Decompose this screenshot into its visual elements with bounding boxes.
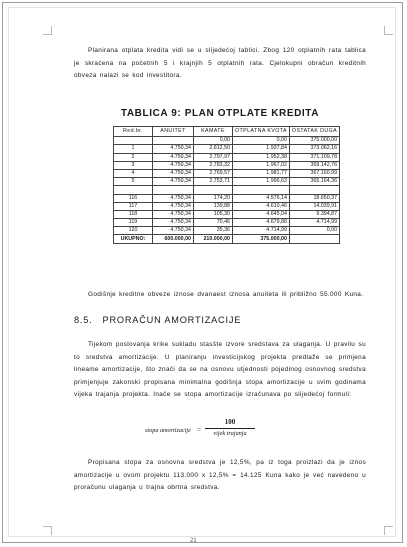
cell-red-br: 5 (114, 178, 153, 186)
cell-ostatak-duga: 371.109,78 (289, 153, 339, 161)
cell-otplatna-kvota: 4.576,14 (233, 194, 290, 202)
cell-otplatna-kvota: 4.714,99 (233, 227, 290, 235)
cell-otplatna-kvota: 1.967,02 (233, 161, 290, 169)
total-anuitet: 600.000,00 (153, 235, 194, 243)
header-ostatak-duga: OSTATAK DUGA (289, 127, 339, 137)
cell-red-br: 3 (114, 161, 153, 169)
total-ostatak-duga (289, 235, 339, 243)
page-number: 21 (190, 538, 197, 544)
total-red-br: UKUPNO: (114, 235, 153, 243)
cell-anuitet: 4.750,34 (153, 153, 194, 161)
table-row (114, 153, 340, 161)
cell-red-br: 117 (114, 202, 153, 210)
cell-ostatak-duga: 369.142,76 (289, 161, 339, 169)
header-red-br: Red.br. (114, 127, 153, 137)
table-body (114, 137, 340, 243)
cell-ostatak-duga: 367.160,99 (289, 169, 339, 177)
table-title: TABLICA 9: PLAN OTPLATE KREDITA (120, 108, 320, 119)
cell-red-br (114, 137, 153, 145)
intro-text: Planirana otplata kredita vidi se u slijedećoj tablici. Zbog 120 otplatnih rata tablica je skraćena na početnih 5 i krajnjih 5 otplatnih rata. Cjelokupni obračun kreditnih obveza nalazi se kod investitora. (74, 47, 366, 79)
table-row (114, 186, 340, 194)
cell-otplatna-kvota: 1.952,38 (233, 153, 290, 161)
cell-ostatak-duga (289, 186, 339, 194)
depreciation-paragraph (74, 339, 366, 402)
depreciation-text: Tijekom poslovanja krike sukladu stasšte izvore sredstava za ulaganja. U pravilu su to sredstva amortizacije. U planiranju investicijskog projekta predlaže se primjena lineame amortizacije, što znači da se na osnovu utjednosti pojedinog osnovnog sredstva primjenjuje zakonski propisana minimalna godišnja stopa amortizacije u svim godinama vijeka trajanja projekta. Inače se stopa amortizacije izračunava po slijedećoj formuli: (74, 341, 366, 398)
rate-paragraph (74, 457, 366, 495)
table-row (114, 210, 340, 218)
crop-mark-bottom-left (43, 526, 52, 535)
cell-red-br: 120 (114, 227, 153, 235)
cell-anuitet: 4.750,34 (153, 178, 194, 186)
cell-ostatak-duga: 18.650,37 (289, 194, 339, 202)
cell-ostatak-duga: 4.714,99 (289, 219, 339, 227)
cell-ostatak-duga: 375.000,00 (289, 137, 339, 145)
cell-otplatna-kvota: 4.610,46 (233, 202, 290, 210)
section-title: PRORAČUN AMORTIZACIJE (102, 315, 242, 325)
cell-anuitet: 4.750,34 (153, 210, 194, 218)
formula-denominator: vijek trajanja (213, 430, 247, 437)
crop-mark-top-left (43, 26, 52, 35)
total-otplatna-kvota: 375.000,00 (233, 235, 290, 243)
cell-red-br: 116 (114, 194, 153, 202)
table-row (114, 145, 340, 153)
cell-red-br: 1 (114, 145, 153, 153)
cell-otplatna-kvota: 4.645,04 (233, 210, 290, 218)
header-otplatna-kvota: OTPLATNA KVOTA (233, 127, 290, 137)
annual-obligation-paragraph (74, 289, 366, 302)
total-kamate: 210.000,00 (194, 235, 233, 243)
cell-anuitet: 4.750,34 (153, 145, 194, 153)
cell-otplatna-kvota: 0,00 (233, 137, 290, 145)
intro-paragraph (74, 45, 366, 83)
cell-anuitet: 4.750,34 (153, 202, 194, 210)
cell-kamate (194, 186, 233, 194)
header-anuitet: ANUITET (153, 127, 194, 137)
cell-otplatna-kvota: 1.937,84 (233, 145, 290, 153)
cell-otplatna-kvota: 1.996,63 (233, 178, 290, 186)
cell-otplatna-kvota: 4.679,88 (233, 219, 290, 227)
cell-otplatna-kvota: 1.981,77 (233, 169, 290, 177)
cell-anuitet: 4.750,34 (153, 219, 194, 227)
cell-red-br: 4 (114, 169, 153, 177)
table-row (114, 219, 340, 227)
cell-anuitet: 4.750,34 (153, 194, 194, 202)
rate-text: Propisana stopa za osnovna sredstva je 12,5%, pa iz toga proizlazi da je iznos amortizacije u ovom projektu 113.000 x 12,5% = 14.125 Kuna kako je već navedeno u proračunu ulaganja u trajna obrtna sredstva. (74, 459, 366, 491)
table-row (114, 227, 340, 235)
formula-equals: = (197, 426, 201, 434)
cell-ostatak-duga: 373.062,16 (289, 145, 339, 153)
cell-red-br (114, 186, 153, 194)
crop-mark-top-right (384, 26, 393, 35)
cell-red-br: 119 (114, 219, 153, 227)
cell-anuitet (153, 137, 194, 145)
table-row (114, 161, 340, 169)
crop-mark-bottom-right (384, 526, 393, 535)
cell-anuitet: 4.750,34 (153, 169, 194, 177)
table-row (114, 137, 340, 145)
table-row (114, 169, 340, 177)
loan-repayment-table (113, 126, 340, 244)
cell-kamate: 2.753,71 (194, 178, 233, 186)
cell-anuitet: 4.750,34 (153, 161, 194, 169)
cell-red-br: 118 (114, 210, 153, 218)
cell-kamate: 2.812,50 (194, 145, 233, 153)
cell-kamate: 139,88 (194, 202, 233, 210)
formula-numerator: 100 (224, 418, 236, 426)
cell-kamate: 0,00 (194, 137, 233, 145)
cell-kamate: 2.783,32 (194, 161, 233, 169)
cell-red-br: 2 (114, 153, 153, 161)
cell-anuitet: 4.750,34 (153, 227, 194, 235)
cell-kamate: 174,20 (194, 194, 233, 202)
cell-kamate: 2.769,57 (194, 169, 233, 177)
table-total-row (114, 235, 340, 243)
formula-lhs: stopa amortizacije (145, 427, 191, 434)
fraction-bar (205, 428, 255, 429)
header-kamate: KAMATE (194, 127, 233, 137)
cell-otplatna-kvota (233, 186, 290, 194)
cell-kamate: 2.797,97 (194, 153, 233, 161)
cell-ostatak-duga: 0,00 (289, 227, 339, 235)
section-heading (74, 315, 241, 325)
table-row (114, 178, 340, 186)
table-row (114, 202, 340, 210)
cell-ostatak-duga: 14.039,91 (289, 202, 339, 210)
table-row (114, 194, 340, 202)
annual-note-text: Godišnje kreditne obveze iznose dvanaest iznosa anuiteta ili približno 55.000 Kuna. (88, 291, 364, 298)
cell-kamate: 105,30 (194, 210, 233, 218)
cell-ostatak-duga: 365.164,36 (289, 178, 339, 186)
table-header-row (114, 127, 340, 137)
cell-anuitet (153, 186, 194, 194)
depreciation-formula (145, 418, 275, 444)
cell-ostatak-duga: 9.394,87 (289, 210, 339, 218)
cell-kamate: 35,36 (194, 227, 233, 235)
cell-kamate: 70,46 (194, 219, 233, 227)
section-number: 8.5. (74, 315, 93, 325)
